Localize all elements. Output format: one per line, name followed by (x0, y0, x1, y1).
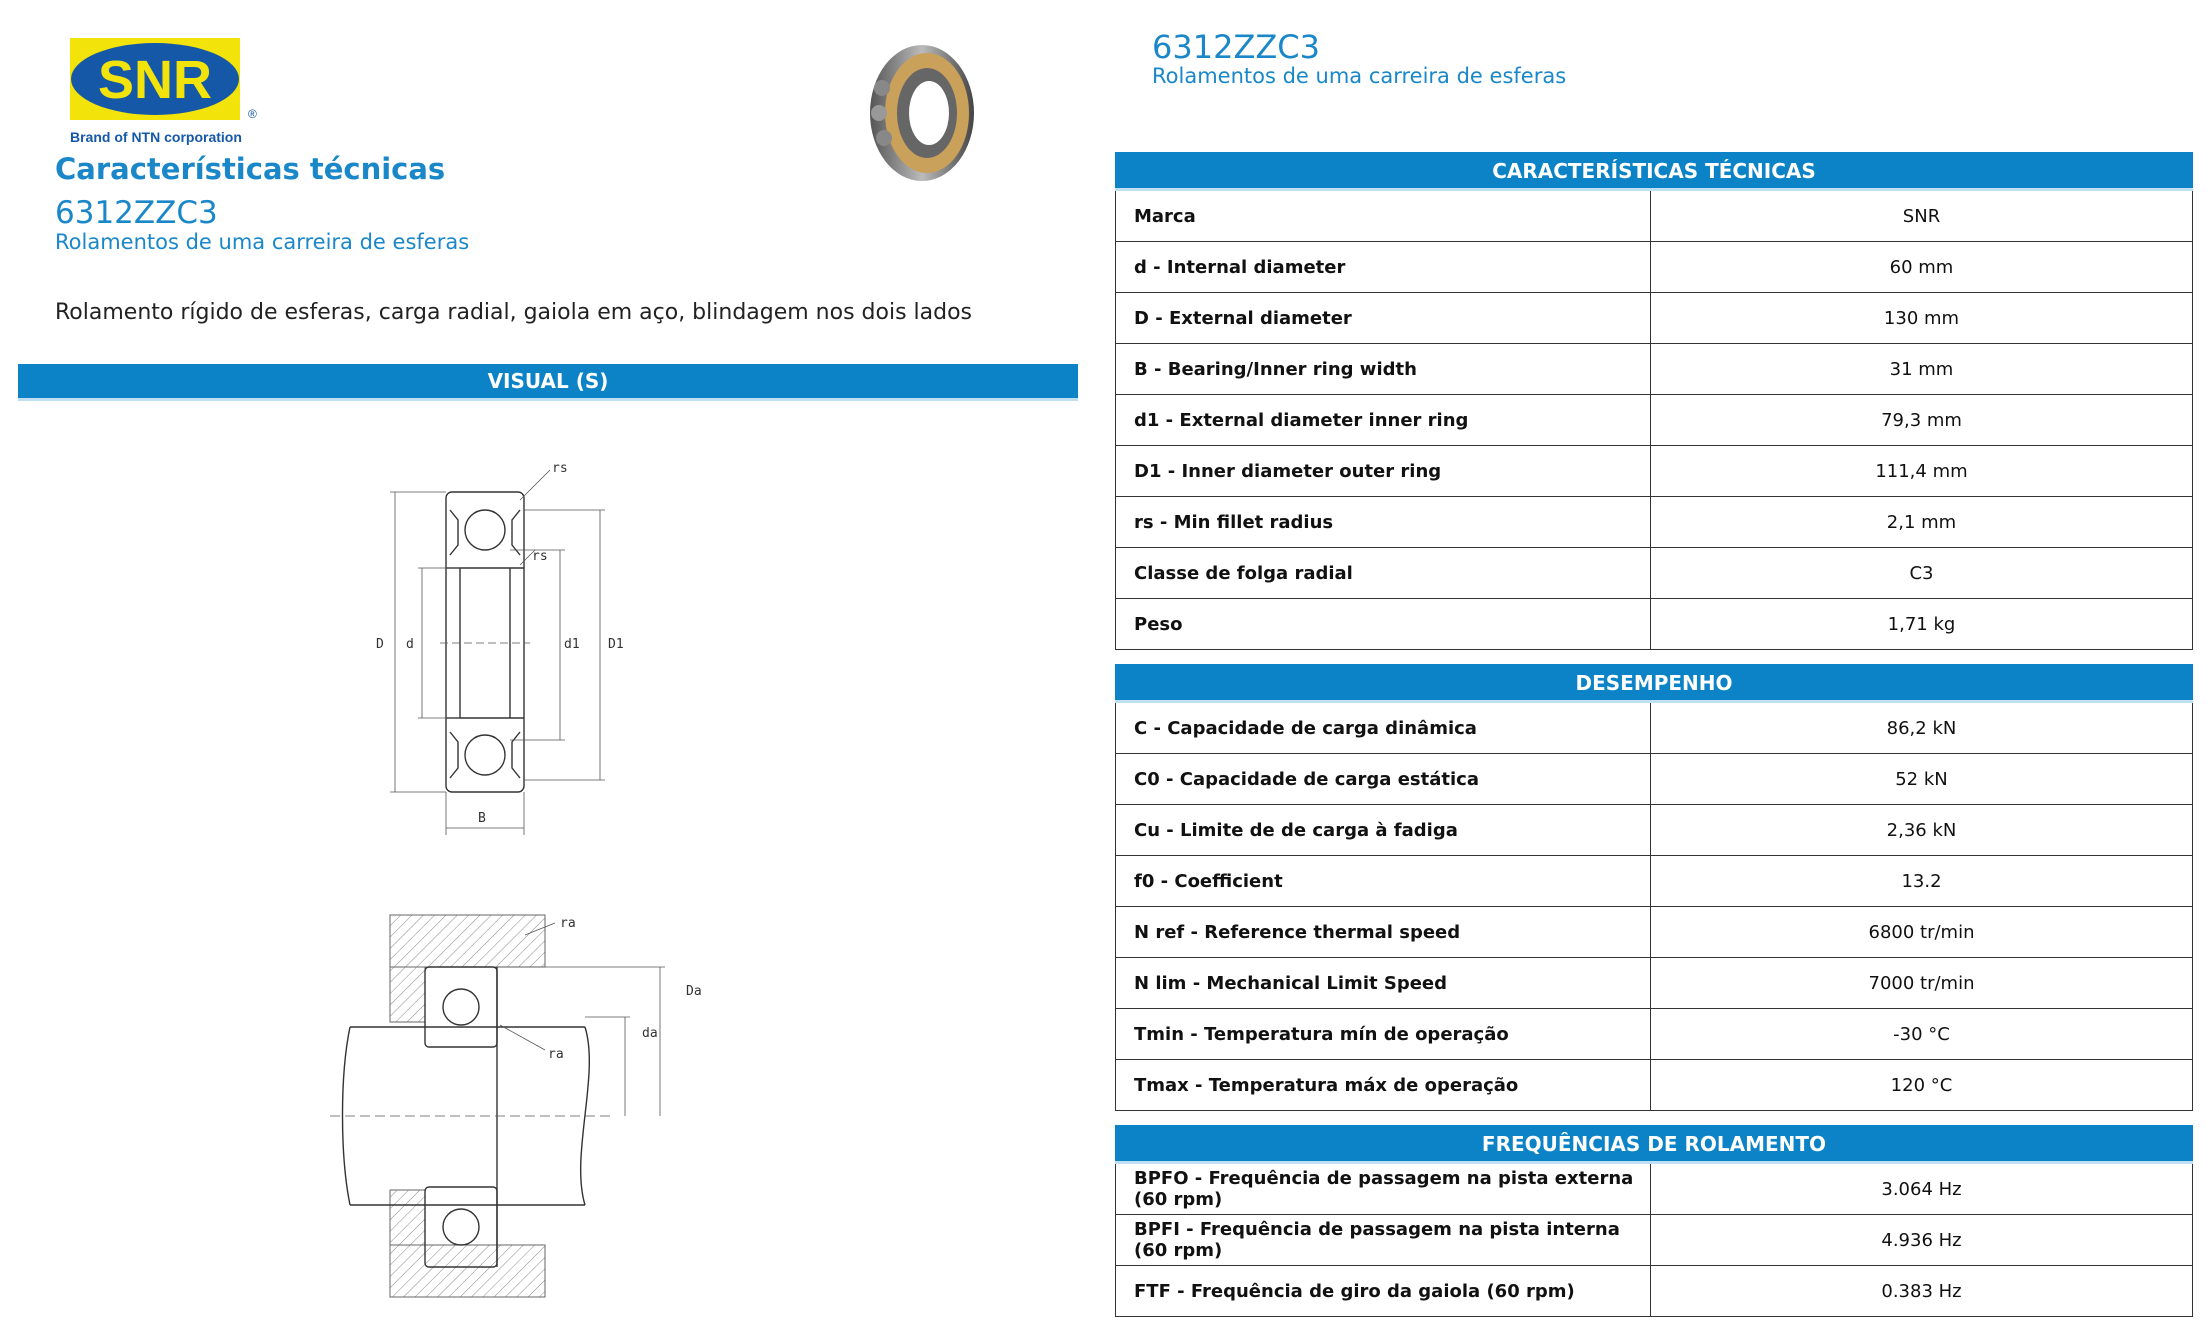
registered-mark: ® (248, 107, 257, 121)
row-value: 52 kN (1895, 768, 1948, 790)
logo-text: SNR (97, 50, 213, 110)
row-label: rs - Min fillet radius (1116, 497, 1651, 547)
product-code: 6312ZZC3 (55, 195, 218, 231)
row-value: 2,1 mm (1886, 511, 1957, 533)
label-D: D (376, 637, 384, 652)
row-value: 111,4 mm (1875, 460, 1968, 482)
table-row (1116, 344, 2192, 395)
row-label: f0 - Coefficient (1116, 856, 1651, 906)
label-d1: d1 (564, 637, 580, 652)
label-Da: Da (686, 984, 702, 999)
label-D1: D1 (608, 637, 624, 652)
logo-tagline: Brand of NTN corporation (70, 129, 242, 145)
right-product-code: 6312ZZC3 (1152, 28, 1320, 66)
row-label: d1 - External diameter inner ring (1116, 395, 1651, 445)
label-rs-top: rs (552, 461, 568, 476)
label-rs-inner: rs (532, 549, 548, 564)
row-value: 120 °C (1890, 1074, 1953, 1096)
product-subtitle: Rolamentos de uma carreira de esferas (55, 230, 470, 254)
table-row (1116, 907, 2192, 958)
table-row (1116, 1060, 2192, 1111)
row-label: C - Capacidade de carga dinâmica (1116, 703, 1651, 753)
row-label: N lim - Mechanical Limit Speed (1116, 958, 1651, 1008)
row-label: B - Bearing/Inner ring width (1116, 344, 1651, 394)
performance-table (1115, 664, 2193, 1111)
table-row (1116, 242, 2192, 293)
row-label: Peso (1116, 599, 1651, 649)
row-value: 130 mm (1883, 307, 1960, 329)
row-label: Classe de folga radial (1116, 548, 1651, 598)
table-row (1116, 805, 2192, 856)
label-ra-top: ra (560, 916, 576, 931)
row-label: N ref - Reference thermal speed (1116, 907, 1651, 957)
row-value: 13.2 (1901, 870, 1942, 892)
row-value: 2,36 kN (1886, 819, 1957, 841)
row-value: -30 °C (1893, 1023, 1950, 1045)
label-B: B (478, 811, 486, 826)
page-title: Características técnicas (55, 152, 446, 186)
table-row (1116, 293, 2192, 344)
technical-characteristics-header: CARACTERÍSTICAS TÉCNICAS (1115, 152, 2193, 191)
rolling-frequencies-header: FREQUÊNCIAS DE ROLAMENTO (1115, 1125, 2193, 1164)
visual-section-header: VISUAL (S) (18, 364, 1078, 401)
product-description: Rolamento rígido de esferas, carga radial, gaiola em aço, blindagem nos dois lados (55, 300, 973, 325)
table-row (1116, 599, 2192, 650)
row-value: SNR (1902, 205, 1941, 227)
row-label: D1 - Inner diameter outer ring (1116, 446, 1651, 496)
table-row (1116, 754, 2192, 805)
row-label: Tmax - Temperatura máx de operação (1116, 1060, 1651, 1110)
snr-logo (68, 36, 268, 148)
row-label: C0 - Capacidade de carga estática (1116, 754, 1651, 804)
row-value: 79,3 mm (1881, 409, 1962, 431)
row-label: BPFI - Frequência de passagem na pista interna (60 rpm) (1116, 1215, 1651, 1265)
table-row (1116, 1266, 2192, 1317)
table-row (1116, 191, 2192, 242)
row-value: 6800 tr/min (1868, 921, 1975, 943)
table-row (1116, 856, 2192, 907)
row-value: C3 (1909, 562, 1934, 584)
row-value: 1,71 kg (1887, 613, 1956, 635)
row-value: 7000 tr/min (1868, 972, 1975, 994)
performance-header: DESEMPENHO (1115, 664, 2193, 703)
rolling-frequencies-table (1115, 1125, 2193, 1317)
label-da: da (642, 1026, 658, 1041)
table-row (1116, 958, 2192, 1009)
table-row (1116, 1215, 2192, 1266)
row-value: 60 mm (1889, 256, 1954, 278)
row-label: Cu - Limite de de carga à fadiga (1116, 805, 1651, 855)
table-row (1116, 395, 2192, 446)
bearing-photo (852, 38, 982, 188)
table-row (1116, 703, 2192, 754)
right-product-subtitle: Rolamentos de uma carreira de esferas (1152, 64, 1567, 88)
bearing-mounting-diagram (320, 905, 720, 1305)
table-row (1116, 1009, 2192, 1060)
row-label: d - Internal diameter (1116, 242, 1651, 292)
row-label: Marca (1116, 191, 1651, 241)
row-label: D - External diameter (1116, 293, 1651, 343)
label-d: d (406, 637, 414, 652)
table-row (1116, 1164, 2192, 1215)
row-value: 86,2 kN (1886, 717, 1957, 739)
row-value: 31 mm (1889, 358, 1954, 380)
row-label: Tmin - Temperatura mín de operação (1116, 1009, 1651, 1059)
row-value: 0.383 Hz (1881, 1280, 1962, 1302)
table-row (1116, 446, 2192, 497)
row-value: 4.936 Hz (1881, 1229, 1962, 1251)
table-row (1116, 548, 2192, 599)
table-row (1116, 497, 2192, 548)
row-value: 3.064 Hz (1881, 1178, 1962, 1200)
technical-characteristics-table (1115, 152, 2193, 650)
row-label: FTF - Frequência de giro da gaiola (60 rpm) (1116, 1266, 1651, 1316)
row-label: BPFO - Frequência de passagem na pista externa (60 rpm) (1116, 1164, 1651, 1214)
label-ra-mid: ra (548, 1047, 564, 1062)
bearing-cross-section-diagram (360, 450, 650, 840)
